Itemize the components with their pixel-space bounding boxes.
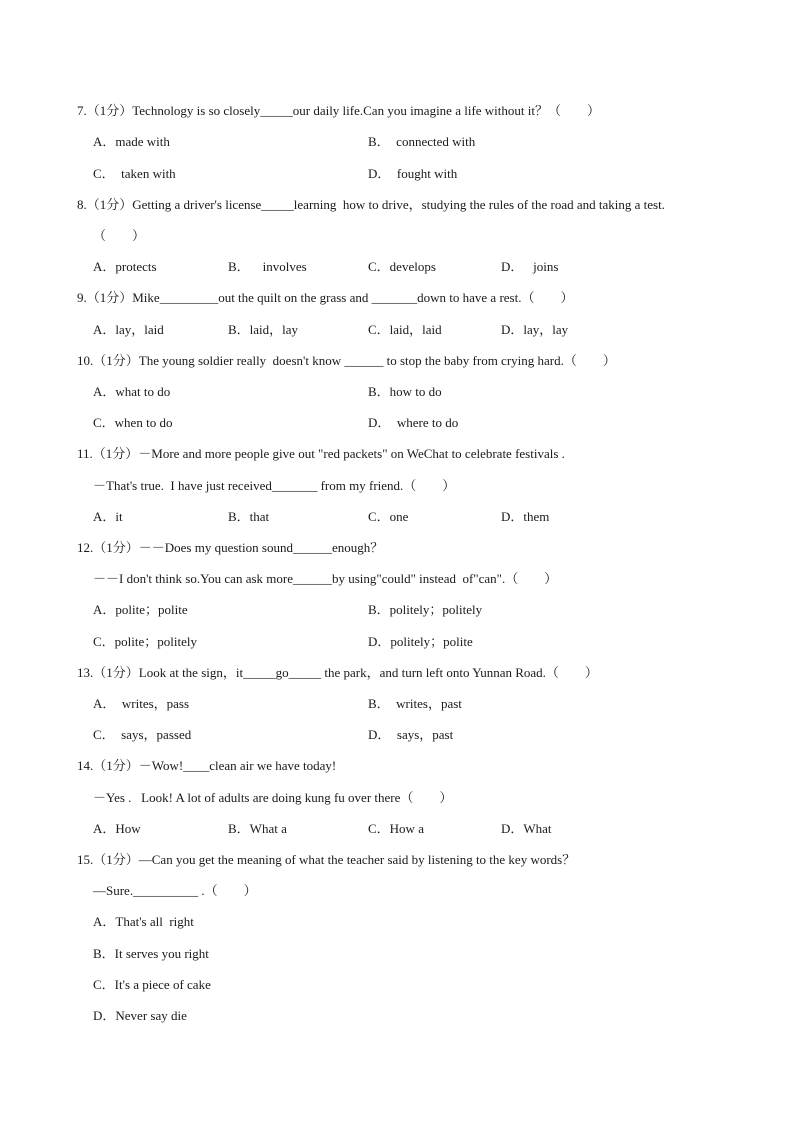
question-12-option-d[interactable]: D．politely；polite [368,634,473,649]
question-8-option-c[interactable]: C．develops [368,259,436,274]
question-15-option-b[interactable]: B．It serves you right [93,946,209,961]
question-13-option-b[interactable]: B． writes，past [368,696,462,711]
question-8-option-b[interactable]: B． involves [228,259,307,274]
question-15-option-c[interactable]: C．It's a piece of cake [93,977,211,992]
question-12-option-a[interactable]: A．polite；polite [93,602,188,617]
question-14-option-a[interactable]: A．How [93,821,141,836]
question-14-option-b[interactable]: B．What a [228,821,287,836]
question-14-reply: －Yes . Look! A lot of adults are doing kung fu over there（ ） [93,790,453,805]
question-12-reply: －－I don't think so.You can ask more______by using"could" instead of"can".（ ） [93,571,558,586]
question-10-option-b[interactable]: B．how to do [368,384,442,399]
question-12-option-b[interactable]: B．politely；politely [368,602,483,617]
question-11-option-d[interactable]: D．them [501,509,550,524]
question-14-option-d[interactable]: D．What [501,821,552,836]
question-11-reply: －That's true. I have just received_______ from my friend.（ ） [93,478,456,493]
question-11-option-a[interactable]: A．it [93,509,123,524]
question-7-stem: 7.（1分）Technology is so closely_____our daily life.Can you imagine a life without it？（ ） [77,103,600,118]
question-10-option-d[interactable]: D． where to do [368,415,459,430]
question-15-reply: —Sure.__________ .（ ） [93,883,257,898]
question-8-stem: 8.（1分）Getting a driver's license_____learning how to drive，studying the rules of the road and taking a test. [77,197,665,212]
question-10-option-a[interactable]: A．what to do [93,384,171,399]
question-14-stem: 14.（1分）－Wow!____clean air we have today! [77,758,337,773]
question-12-option-c[interactable]: C．polite；politely [93,634,197,649]
question-10-option-c[interactable]: C．when to do [93,415,173,430]
question-7-option-c[interactable]: C． taken with [93,166,176,181]
question-7-option-a[interactable]: A．made with [93,134,170,149]
question-13-option-a[interactable]: A． writes，pass [93,696,190,711]
question-10-stem: 10.（1分）The young soldier really doesn't know ______ to stop the baby from crying hard.（ ） [77,353,616,368]
question-13-option-d[interactable]: D． says，past [368,727,454,742]
question-11-option-b[interactable]: B．that [228,509,270,524]
question-15-option-d[interactable]: D．Never say die [93,1008,187,1023]
question-9-option-b[interactable]: B．laid，lay [228,322,299,337]
question-8-answer-blank: （ ） [93,228,146,243]
question-15-stem: 15.（1分）—Can you get the meaning of what the teacher said by listening to the key words？ [77,852,576,867]
question-13-stem: 13.（1分）Look at the sign，it_____go_____ the park，and turn left onto Yunnan Road.（ ） [77,665,598,680]
question-7-option-b[interactable]: B． connected with [368,134,476,149]
question-8-option-a[interactable]: A．protects [93,259,157,274]
question-8-option-d[interactable]: D． joins [501,259,559,274]
question-14-option-c[interactable]: C．How a [368,821,424,836]
question-12-stem: 12.（1分）－－Does my question sound______enough？ [77,540,384,555]
question-15-option-a[interactable]: A．That's all right [93,914,194,929]
question-9-option-d[interactable]: D．lay，lay [501,322,569,337]
question-11-option-c[interactable]: C．one [368,509,409,524]
question-9-option-c[interactable]: C．laid，laid [368,322,442,337]
question-13-option-c[interactable]: C． says，passed [93,727,192,742]
question-7-option-d[interactable]: D． fought with [368,166,458,181]
question-9-option-a[interactable]: A．lay，laid [93,322,164,337]
question-11-stem: 11.（1分）－More and more people give out "red packets" on WeChat to celebrate festivals . [77,446,565,461]
question-9-stem: 9.（1分）Mike_________out the quilt on the grass and _______down to have a rest.（ ） [77,290,574,305]
